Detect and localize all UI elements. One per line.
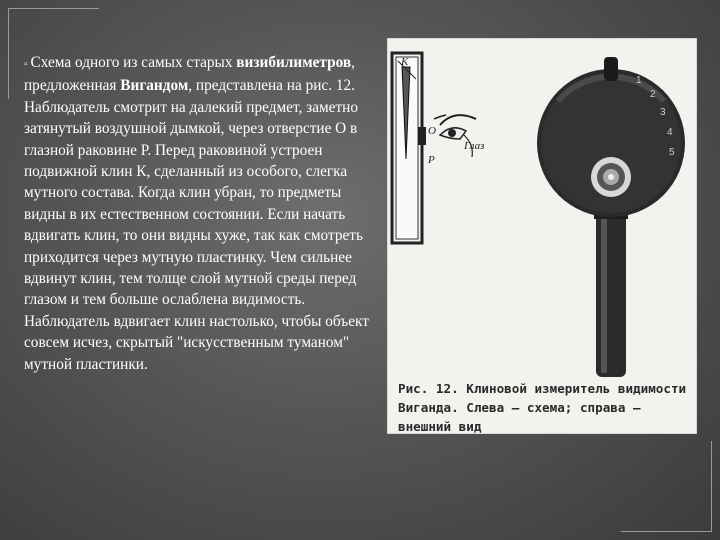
slide-body-text [24,52,374,375]
figure-drawing [388,39,696,433]
dial-number-2: 2 [650,89,656,100]
wedge-slider-knob [604,57,618,81]
dial-number-5: 5 [669,147,675,158]
text-proposed: , предложенная [24,54,355,95]
instrument-external-view [537,57,685,377]
term-visibilimeter: визибилиметров [236,54,352,71]
dial-number-4: 4 [667,127,673,138]
figure-caption: Рис. 12. Клиновой измеритель видимости Виганда. Слева — схема; справа — внешний вид [398,381,687,434]
text-intro: Схема одного из самых старых [30,54,233,71]
label-p: Р [428,154,435,166]
label-k: К [401,56,409,68]
dial-number-1: 1 [636,75,642,86]
author-name: Вигандом [120,77,189,95]
dial-number-3: 3 [660,107,666,118]
bullet-icon: ▫ [24,59,28,70]
corner-bracket-bottom-right [621,441,712,532]
figure-wigand-visibility-meter [387,38,697,434]
instrument-handle [596,211,626,377]
text-description: , представлена на рис. 12. Наблюдатель смотрит на далекий предмет, заметно затянутый воздушной дымкой, через отверстие О в глазной раковине Р. Перед раковиной устроен подвижной клин К, сделанный из особого, слегка мутного состава. Когда клин убран, то предметы видны в их естественном состоянии. Если начать вдвигать клин, то они видны хуже, так как смотреть приходится через мутную пластинку. Чем сильнее вдвинут клин, тем толще слой мутной среды перед глазом и тем больше ослаблена видимость. Наблюдатель вдвигает клин настолько, чтобы объект совсем исчез, скрытый "искусственным туманом" мутной пластинки. [24,77,369,373]
label-eye: Глаз [464,140,485,152]
label-o: О [428,125,436,137]
eyepiece-cup [418,127,426,145]
